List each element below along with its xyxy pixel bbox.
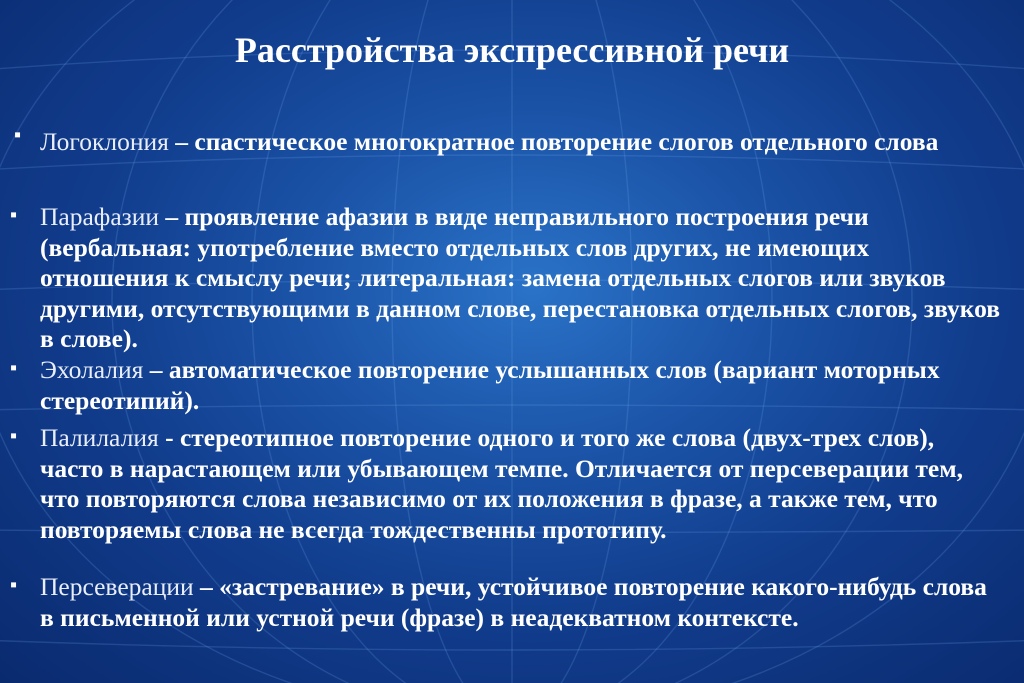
definition-text: – «застревание» в речи, устойчивое повторение какого-нибудь слова в письменной или устной речи (фразе) в неадекватном контексте. (40, 572, 987, 632)
list-item-palilalia (10, 423, 1000, 545)
slide-title: Расстройства экспрессивной речи (234, 30, 790, 70)
definition-text: - стереотипное повторение одного и того же слова (двух-трех слов), часто в нарастающем или убывающем темпе. Отличается от персеверации тем, что повторяются слова независимо от их положения в фразе, а также тем, что повторяемы слова не всегда тождественны прототипу. (40, 423, 963, 544)
term-label: Палилалия (40, 423, 159, 452)
list-item-eholalia (10, 355, 1000, 416)
square-bullet-icon: ▪ (10, 574, 18, 596)
square-bullet-icon: ▪ (10, 425, 18, 447)
list-item-parafazii (10, 202, 1000, 355)
square-bullet-icon: ▪ (10, 357, 18, 379)
term-label: Парафазии (40, 202, 160, 231)
definition-text: – автоматическое повторение услышанных слов (вариант моторных стереотипий). (40, 355, 940, 415)
list-item-perseveracii (10, 572, 1000, 633)
square-bullet-icon: ▪ (14, 124, 22, 146)
term-label: Персеверации (40, 572, 194, 601)
list-item-logoklonia (14, 123, 1000, 161)
term-label: Эхолалия (40, 355, 144, 384)
definition-text: – спастическое многократное повторение слогов отдельного слова (168, 127, 939, 156)
definition-text: – проявление афазии в виде неправильного построения речи (вербальная: употребление вместо отдельных слов других, не имеющих отношения к смыслу речи; литеральная: замена отдельных слогов или звуков другими, отсутствующими в данном слове, перестановка отдельных слогов, звуков в слове). (40, 202, 1000, 353)
term-label: Логоклония (40, 127, 169, 156)
square-bullet-icon: ▪ (10, 204, 18, 226)
